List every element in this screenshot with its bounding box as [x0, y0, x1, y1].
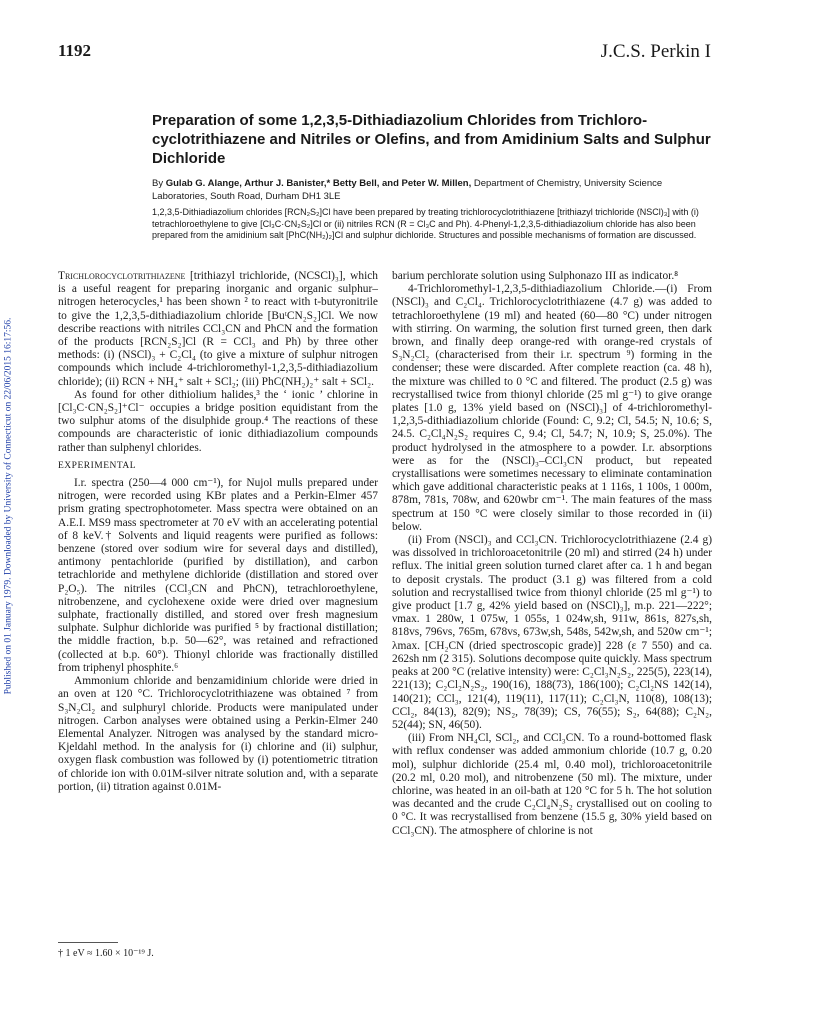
paragraph-r2: (ii) From (NSCl)₃ and CCl₃CN. Trichlorocyclotrithiazene (2.4 g) was dissolved in trichloroacetonitrile (20 ml) and stirred (24 h) under reflux. The initial green solution turned claret after ca. 1 h and began to deposit crystals. The product (3.1 g) was filtered from a cold solution and recrystallised twice from thionyl chloride (25 ml g⁻¹) to give product [1.7 g, 42% yield based on (NSCl)₃], m.p. 221—222°; νmax. 1 280w, 1 075w, 1 055s, 1 024w,sh, 911w, 861s, 827s,sh, 818vs, 796vs, 765m, 678vs, 673w,sh, 548s, 542w,sh, and 520w cm⁻¹; λmax. [CH₂CN (dried spectroscopic grade)] 228 (ε 7 550) and ca. 262sh nm (2 315). Solutions decompose quite quickly. Mass spectrum peaks at 200 °C (relative intensity) were: C₂Cl₃N₂S₂, 225(5), 223(14), 221(13); C₂Cl₂N₂S₂, 190(16), 188(73), 186(100); C₂Cl₂NS 142(14), 140(21); CCl₃, 121(4), 119(11), 117(11); C₂Cl₃N, 110(8), 108(13); CCl₂, 84(13), 82(9); NS₂, 78(39); CS, 76(55); S₂, 64(88); C₂N₂, 52(44); SN, 46(50).	[392, 534, 712, 731]
watermark-text: Published on 01 January 1979. Downloaded by University of Connecticut on 22/06/2015 16:17:56.	[3, 317, 14, 694]
continued-paragraph: barium perchlorate solution using Sulphonazo III as indicator.⁸	[392, 270, 679, 282]
abstract: 1,2,3,5-Dithiadiazolium chlorides [RCN₂S₂]Cl have been prepared by treating trichlorocyclotrithiazene [trithiazyl trichloride (NSCl)₃] with (i) tetrachloroethylene to give [Cl₃C·CN₂S₂]Cl or (ii) nitriles RCN (R = Cl₃C and Ph). 4-Phenyl-1,2,3,5-dithiadiazolium chloride has also been prepared from the amidinium salt [PhC(NH₂)₂]Cl and sulphur dichloride. Structures and possible mechanisms of formation are discussed.	[152, 207, 699, 241]
right-column	[392, 270, 712, 838]
paragraph-r3: (iii) From NH₄Cl, SCl₂, and CCl₃CN. To a round-bottomed flask with reflux condenser was added ammonium chloride (10.7 g, 0.20 mol), sulphur dichloride (25.4 ml, 0.40 mol), trichloroacetonitrile (20.2 ml, 0.20 mol), and nitrobenzene (50 ml). The mixture, under chlorine, was heated in an oil-bath at 120 °C for 5 h. The hot solution was decanted and the crude C₂Cl₄N₂S₂ crystallised out on cooling to 0 °C. It was recrystallised from benzene (15.5 g, 30% yield based on CCl₃CN). The atmosphere of chlorine is not	[392, 732, 712, 837]
author-block	[152, 178, 712, 203]
left-column	[58, 270, 378, 794]
watermark	[0, 0, 16, 1011]
experimental-heading: EXPERIMENTAL	[58, 460, 137, 471]
affiliation: Department of Chemistry, University Science Laboratories, South Road, Durham DH1 3LE	[152, 178, 663, 202]
intro-paragraph	[58, 270, 378, 389]
paragraph-3: I.r. spectra (250—4 000 cm⁻¹), for Nujol mulls prepared under nitrogen, were recorded using KBr plates and a Perkin-Elmer 457 prism grating spectrophotometer. Mass spectra were obtained on an A.E.I. MS9 mass spectrometer at 70 eV with an accelerating potential of 8 keV.† Solvents and liquid reagents were purified as follows: benzene (stored over sodium wire for several days and distilled), antimony pentachloride (purified by distillation), and carbon tetrachloride and methylene dichloride (distillation and stored over P₂O₅). The nitriles (CCl₃CN and PhCN), tetrachloroethylene, nitrobenzene, and cyclohexene oxide were dried over magnesium sulphate, fractionally distilled, and stored over fresh magnesium sulphate. Sulphur dichloride was purified ⁵ by fractional distillation; the middle fraction, b.p. 50—62°, was retained and refractioned (collected at b.p. 60°). Thionyl chloride was fractionally distilled from triphenyl phosphite.⁶	[58, 477, 378, 674]
intro-text: [trithiazyl trichloride, (NCSCl)₃], which is a useful reagent for preparing inorganic and organic sulphur–nitrogen heterocycles,¹ has been shown ² to react with t-butyronitrile to give the 1,2,3,5-dithiadiazolium chloride [BuᵗCN₂S₂]Cl. We now describe reactions with nitriles CCl₃CN and PhCN and the formation of the products [RCN₂S₂]Cl (R = CCl₃ and Ph) by three other methods: (i) (NSCl)₃ + C₂Cl₄ (to give a mixture of sulphur nitrogen compounds which include 4-trichloromethyl-1,2,3,5-dithiadiazolium chloride); (ii) RCN + NH₄⁺ salt + SCl₂; (iii) PhC(NH₂)₂⁺ salt + SCl₂.	[58, 270, 378, 388]
paragraph-r1: 4-Trichloromethyl-1,2,3,5-dithiadiazolium Chloride.—(i) From (NSCl)₃ and C₂Cl₄. Trichlorocyclotrithiazene (4.7 g) was added to tetrachloroethylene (19 ml) and heated (60—80 °C) under nitrogen with stirring. On warming, the solution first turned green, then dark brown, and finally deep orange-red with orange-red crystals of S₃N₂Cl₂ (characterised from their i.r. spectrum ⁹) forming in the condenser; these were discarded. After complete reaction (ca. 48 h), the mixture was chilled to 0 °C and filtered. The product (2.5 g) was recrystallised twice from thionyl chloride (25 ml g⁻¹) to give orange plates [1.0 g, 13% yield based on (NSCl)₃] of 4-trichloromethyl-1,2,3,5-dithiadiazolium chloride (Found: C, 9.2; Cl, 54.5; N, 10.6; S, 24.5. C₂Cl₄N₂S₂ requires C, 9.4; Cl, 54.7; N, 10.9; S, 25.0%). The product hydrolysed in the atmosphere to a powder. I.r. absorptions were as for the (NSCl)₃–CCl₃CN product, but repeated crystallisations were sometimes necessary to eliminate contamination which gave additional characteristic peaks at 1 116s, 1 100s, 1 000m, 878m, 781s, 708w, and 620wbr cm⁻¹. The main features of the mass spectrum at 150 °C were closely similar to those recorded in (ii) below.	[392, 283, 712, 533]
footnote-rule	[58, 942, 118, 943]
paragraph-2: As found for other dithiolium halides,³ the ‘ ionic ’ chlorine in [Cl₃C·CN₂S₂]⁺Cl⁻ occupies a bridge position equidistant from the two sulphur atoms of the disulphide group.⁴ The reactions of these compounds are characteristic of ionic dithiadiazolium compounds rather than sulphenyl chlorides.	[58, 388, 378, 454]
page-number: 1192	[58, 41, 92, 60]
by-label: By	[152, 178, 164, 189]
article-title: Preparation of some 1,2,3,5-Dithiadiazolium Chlorides from Trichloro-cyclotrithiazene and Nitriles or Olefins, and from Amidinium Salts and Sulphur Dichloride	[152, 112, 711, 167]
journal-name: J.C.S. Perkin I	[600, 41, 711, 62]
paragraph-4: Ammonium chloride and benzamidinium chloride were dried in an oven at 120 °C. Trichlorocyclotrithiazene was obtained ⁷ from S₃N₂Cl₂ and sulphuryl chloride. Products were manipulated under nitrogen. Carbon analyses were obtained using a Perkin-Elmer 240 Elemental Analyzer. Nitrogen was analysed by the standard micro-Kjeldahl method. In the analysis for (i) chlorine and (ii) sulphur, oxygen flask combustion was followed by (i) potentiometric titration of chloride ion with 0.01M-silver nitrate solution and, with a separate portion, (ii) titration against 0.01M-	[58, 675, 378, 793]
author-names: Gulab G. Alange, Arthur J. Banister,* Betty Bell, and Peter W. Millen,	[165, 178, 472, 189]
intro-lead: Trichlorocyclotrithiazene	[58, 270, 186, 282]
footnote: † 1 eV ≈ 1.60 × 10⁻¹⁹ J.	[58, 948, 154, 959]
